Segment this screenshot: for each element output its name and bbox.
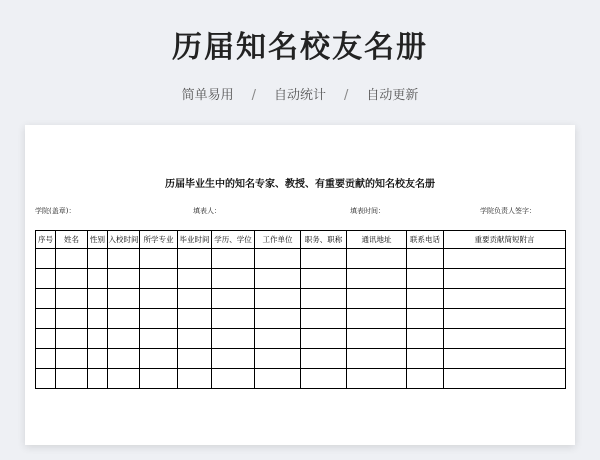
table-cell[interactable] bbox=[108, 249, 140, 269]
table-cell[interactable] bbox=[255, 349, 301, 369]
table-header-row bbox=[36, 231, 566, 249]
table-cell[interactable] bbox=[140, 349, 178, 369]
table-cell[interactable] bbox=[56, 289, 88, 309]
signer-label: 学院负责人签字： bbox=[480, 207, 536, 215]
table-cell[interactable] bbox=[407, 309, 444, 329]
table-row bbox=[36, 269, 566, 289]
table-cell[interactable] bbox=[178, 289, 212, 309]
table-cell[interactable] bbox=[178, 269, 212, 289]
table-cell[interactable] bbox=[108, 269, 140, 289]
table-cell[interactable] bbox=[347, 369, 407, 389]
header-major: 所学专业 bbox=[140, 231, 178, 249]
table-cell[interactable] bbox=[407, 349, 444, 369]
header-employer: 工作单位 bbox=[255, 231, 301, 249]
document-title: 历届毕业生中的知名专家、教授、有重要贡献的知名校友名册 bbox=[165, 179, 435, 190]
table-cell[interactable] bbox=[255, 369, 301, 389]
table-cell[interactable] bbox=[212, 349, 255, 369]
table-cell[interactable] bbox=[407, 369, 444, 389]
filler-label: 填表人： bbox=[193, 207, 221, 215]
table-cell[interactable] bbox=[255, 309, 301, 329]
table-cell[interactable] bbox=[56, 329, 88, 349]
table-cell[interactable] bbox=[255, 289, 301, 309]
table-cell[interactable] bbox=[108, 349, 140, 369]
table-cell[interactable] bbox=[36, 289, 56, 309]
table-cell[interactable] bbox=[444, 309, 566, 329]
page-title: 历届知名校友名册 bbox=[172, 30, 428, 65]
table-body bbox=[36, 249, 566, 389]
table-cell[interactable] bbox=[108, 369, 140, 389]
spreadsheet-preview bbox=[25, 125, 575, 445]
table-cell[interactable] bbox=[444, 329, 566, 349]
header-address: 通讯地址 bbox=[347, 231, 407, 249]
table-cell[interactable] bbox=[301, 369, 347, 389]
table-cell[interactable] bbox=[347, 269, 407, 289]
table-cell[interactable] bbox=[178, 329, 212, 349]
table-cell[interactable] bbox=[212, 369, 255, 389]
table-cell[interactable] bbox=[407, 269, 444, 289]
table-row bbox=[36, 349, 566, 369]
header-phone: 联系电话 bbox=[407, 231, 444, 249]
table-cell[interactable] bbox=[347, 309, 407, 329]
table-cell[interactable] bbox=[36, 369, 56, 389]
table-cell[interactable] bbox=[108, 309, 140, 329]
table-cell[interactable] bbox=[140, 329, 178, 349]
table-cell[interactable] bbox=[444, 289, 566, 309]
table-cell[interactable] bbox=[178, 349, 212, 369]
table-cell[interactable] bbox=[301, 329, 347, 349]
table-cell[interactable] bbox=[444, 269, 566, 289]
feature-easy-to-use: 简单易用 bbox=[181, 88, 234, 103]
table-cell[interactable] bbox=[56, 309, 88, 329]
table-cell[interactable] bbox=[36, 309, 56, 329]
table-cell[interactable] bbox=[444, 349, 566, 369]
header-index: 序号 bbox=[36, 231, 56, 249]
table-cell[interactable] bbox=[407, 249, 444, 269]
header-gender: 性别 bbox=[88, 231, 108, 249]
header-name: 姓名 bbox=[56, 231, 88, 249]
table-cell[interactable] bbox=[56, 349, 88, 369]
table-cell[interactable] bbox=[407, 289, 444, 309]
table-cell[interactable] bbox=[140, 249, 178, 269]
table-row bbox=[36, 249, 566, 269]
school-seal-label: 学院(盖章)： bbox=[35, 207, 76, 215]
table-cell[interactable] bbox=[301, 349, 347, 369]
header-graduation-time: 毕业时间 bbox=[178, 231, 212, 249]
table-row bbox=[36, 329, 566, 349]
table-cell[interactable] bbox=[140, 269, 178, 289]
table-cell[interactable] bbox=[178, 369, 212, 389]
table-cell[interactable] bbox=[88, 269, 108, 289]
table-cell[interactable] bbox=[36, 329, 56, 349]
table-cell[interactable] bbox=[255, 249, 301, 269]
fill-time-label: 填表时间： bbox=[350, 207, 385, 215]
feature-separator: / bbox=[344, 88, 349, 103]
table-cell[interactable] bbox=[407, 329, 444, 349]
feature-auto-update: 自动更新 bbox=[366, 88, 419, 103]
table-cell[interactable] bbox=[444, 369, 566, 389]
header-degree: 学历、学位 bbox=[212, 231, 255, 249]
table-cell[interactable] bbox=[301, 289, 347, 309]
table-cell[interactable] bbox=[140, 369, 178, 389]
table-cell[interactable] bbox=[56, 369, 88, 389]
table-cell[interactable] bbox=[212, 249, 255, 269]
header-enroll-time: 入校时间 bbox=[108, 231, 140, 249]
table-cell[interactable] bbox=[444, 249, 566, 269]
table-cell[interactable] bbox=[140, 309, 178, 329]
table-cell[interactable] bbox=[301, 249, 347, 269]
table-cell[interactable] bbox=[301, 309, 347, 329]
table-cell[interactable] bbox=[88, 369, 108, 389]
table-cell[interactable] bbox=[56, 249, 88, 269]
table-cell[interactable] bbox=[255, 329, 301, 349]
table-cell[interactable] bbox=[347, 349, 407, 369]
table-cell[interactable] bbox=[178, 309, 212, 329]
table-cell[interactable] bbox=[88, 349, 108, 369]
table-row bbox=[36, 369, 566, 389]
table-cell[interactable] bbox=[212, 329, 255, 349]
feature-auto-stats: 自动统计 bbox=[273, 88, 326, 103]
table-row bbox=[36, 309, 566, 329]
table-row bbox=[36, 289, 566, 309]
table-cell[interactable] bbox=[347, 289, 407, 309]
table-cell[interactable] bbox=[108, 289, 140, 309]
feature-separator: / bbox=[251, 88, 256, 103]
feature-tagline bbox=[0, 84, 600, 103]
table-cell[interactable] bbox=[36, 249, 56, 269]
table-cell[interactable] bbox=[347, 329, 407, 349]
table-cell[interactable] bbox=[56, 269, 88, 289]
header-contribution-note: 重要贡献简短附言 bbox=[444, 231, 566, 249]
table-cell[interactable] bbox=[36, 349, 56, 369]
table-cell[interactable] bbox=[255, 269, 301, 289]
table-cell[interactable] bbox=[108, 329, 140, 349]
table-cell[interactable] bbox=[178, 249, 212, 269]
table-cell[interactable] bbox=[140, 289, 178, 309]
table-cell[interactable] bbox=[36, 269, 56, 289]
alumni-table bbox=[35, 230, 566, 389]
table-cell[interactable] bbox=[347, 249, 407, 269]
table-cell[interactable] bbox=[212, 269, 255, 289]
table-cell[interactable] bbox=[88, 289, 108, 309]
table-cell[interactable] bbox=[301, 269, 347, 289]
table-cell[interactable] bbox=[212, 289, 255, 309]
table-cell[interactable] bbox=[88, 329, 108, 349]
header-position: 职务、职称 bbox=[301, 231, 347, 249]
table-cell[interactable] bbox=[88, 249, 108, 269]
table-cell[interactable] bbox=[88, 309, 108, 329]
table-cell[interactable] bbox=[212, 309, 255, 329]
